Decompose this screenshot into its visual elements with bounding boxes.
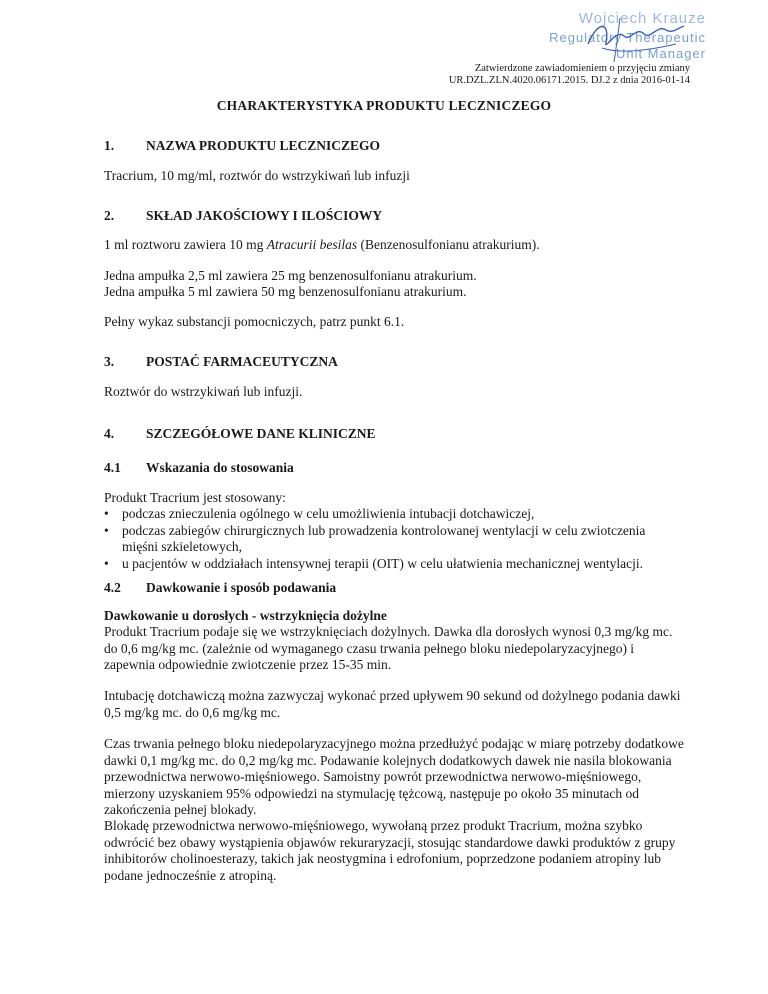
section-title: Dawkowanie i sposób podawania — [146, 580, 337, 595]
list-item: • podczas zabiegów chirurgicznych lub prowadzenia kontrolowanej wentylacji w celu zwiotczenia mięśni szkieletowych, — [104, 523, 684, 556]
dosing-paragraph-1: Produkt Tracrium podaje się we wstrzyknięciach dożylnych. Dawka dla dorosłych wynosi 0,3 mg/kg mc. do 0,6 mg/kg mc. (zależnie od wymaganego czasu trwania pełnego bloku niedepolaryzacyjnego) i zapewnia odpowiednie zwiotczenie przez 15-35 min. — [104, 624, 673, 672]
section-number: 4. — [104, 426, 115, 441]
composition-text-b: (Benzenosulfonianu atrakurium). — [357, 237, 540, 252]
dosing-paragraph-2: Intubację dotchawiczą można zazwyczaj wykonać przed upływem 90 sekund od dożylnego podania dawki 0,5 mg/kg mc. do 0,6 mg/kg mc. — [104, 688, 681, 720]
document-title: CHARAKTERYSTYKA PRODUKTU LECZNICZEGO — [216, 98, 552, 113]
ampoule-5ml-text: Jedna ampułka 5 ml zawiera 50 mg benzenosulfonianu atrakurium. — [104, 284, 467, 299]
ampoule-2-5ml-text: Jedna ampułka 2,5 ml zawiera 25 mg benzenosulfonianu atrakurium. — [104, 268, 477, 283]
list-item: • u pacjentów w oddziałach intensywnej terapii (OIT) w celu ułatwienia mechanicznej wentylacji. — [104, 556, 684, 573]
section-number: 4.1 — [104, 460, 121, 475]
approval-note: Zatwierdzone zawiadomieniem o przyjęciu zmiany — [474, 63, 690, 74]
section-title: SZCZEGÓŁOWE DANE KLINICZNE — [146, 426, 376, 441]
stamp-role-2: Unit Manager — [615, 46, 706, 61]
indications-list — [104, 506, 684, 572]
dosing-paragraph-3: Czas trwania pełnego bloku niedepolaryzacyjnego można przedłużyć podając w miarę potrzeby dodatkowe dawki 0,1 mg/kg mc. do 0,2 mg/kg mc. Podawanie kolejnych dodatkowych dawek nie nasila blokowania przewodnictwa nerwowo-mięśniowego. Samoistny powrót przewodnictwa nerwowo-mięśniowego, mierzony uzyskaniem 95% odpowiedzi na stymulację tężcową, następuje po około 35 minutach od zakończenia pełnej blokady. — [104, 736, 684, 817]
dosing-paragraph-4: Blokadę przewodnictwa nerwowo-mięśniowego, wywołaną przez produkt Tracrium, można szybko odwrócić bez obawy wystąpienia objawów rekuraryzacji, stosując standardowe dawki produktów z grupy inhibitorów cholinoesterazy, takich jak neostygmina i edrofonium, poprzedzone podaniem atropiny lub podane jednocześnie z atropiną. — [104, 818, 676, 883]
substance-name: Atracurii besilas — [266, 237, 358, 252]
section-number: 4.2 — [104, 580, 121, 595]
section-title: POSTAĆ FARMACEUTYCZNA — [146, 354, 338, 369]
section-title: Wskazania do stosowania — [146, 460, 294, 475]
stamp-name: Wojciech Krauze — [578, 10, 706, 27]
composition-text-a: 1 ml roztworu zawiera 10 mg — [104, 237, 267, 252]
product-name-text: Tracrium, 10 mg/ml, roztwór do wstrzykiwań lub infuzji — [104, 168, 410, 183]
excipients-note: Pełny wykaz substancji pomocniczych, patrz punkt 6.1. — [104, 314, 405, 329]
section-number: 2. — [104, 208, 115, 223]
approval-reference: UR.DZL.ZLN.4020.06171.2015. DJ.2 z dnia 2016-01-14 — [448, 75, 690, 86]
pharmaceutical-form-text: Roztwór do wstrzykiwań lub infuzji. — [104, 384, 303, 399]
section-number: 3. — [104, 354, 115, 369]
section-number: 1. — [104, 138, 115, 153]
composition-paragraph — [104, 237, 684, 254]
section-title: NAZWA PRODUKTU LECZNICZEGO — [146, 138, 381, 153]
dosing-subheading: Dawkowanie u dorosłych - wstrzyknięcia dożylne — [104, 608, 387, 623]
signature-icon — [580, 14, 690, 64]
list-item: • podczas znieczulenia ogólnego w celu umożliwienia intubacji dotchawiczej, — [104, 506, 684, 523]
indications-intro: Produkt Tracrium jest stosowany: — [104, 490, 286, 505]
section-title: SKŁAD JAKOŚCIOWY I ILOŚCIOWY — [146, 208, 383, 223]
stamp-role: Regulatory Therapeutic — [549, 30, 706, 45]
